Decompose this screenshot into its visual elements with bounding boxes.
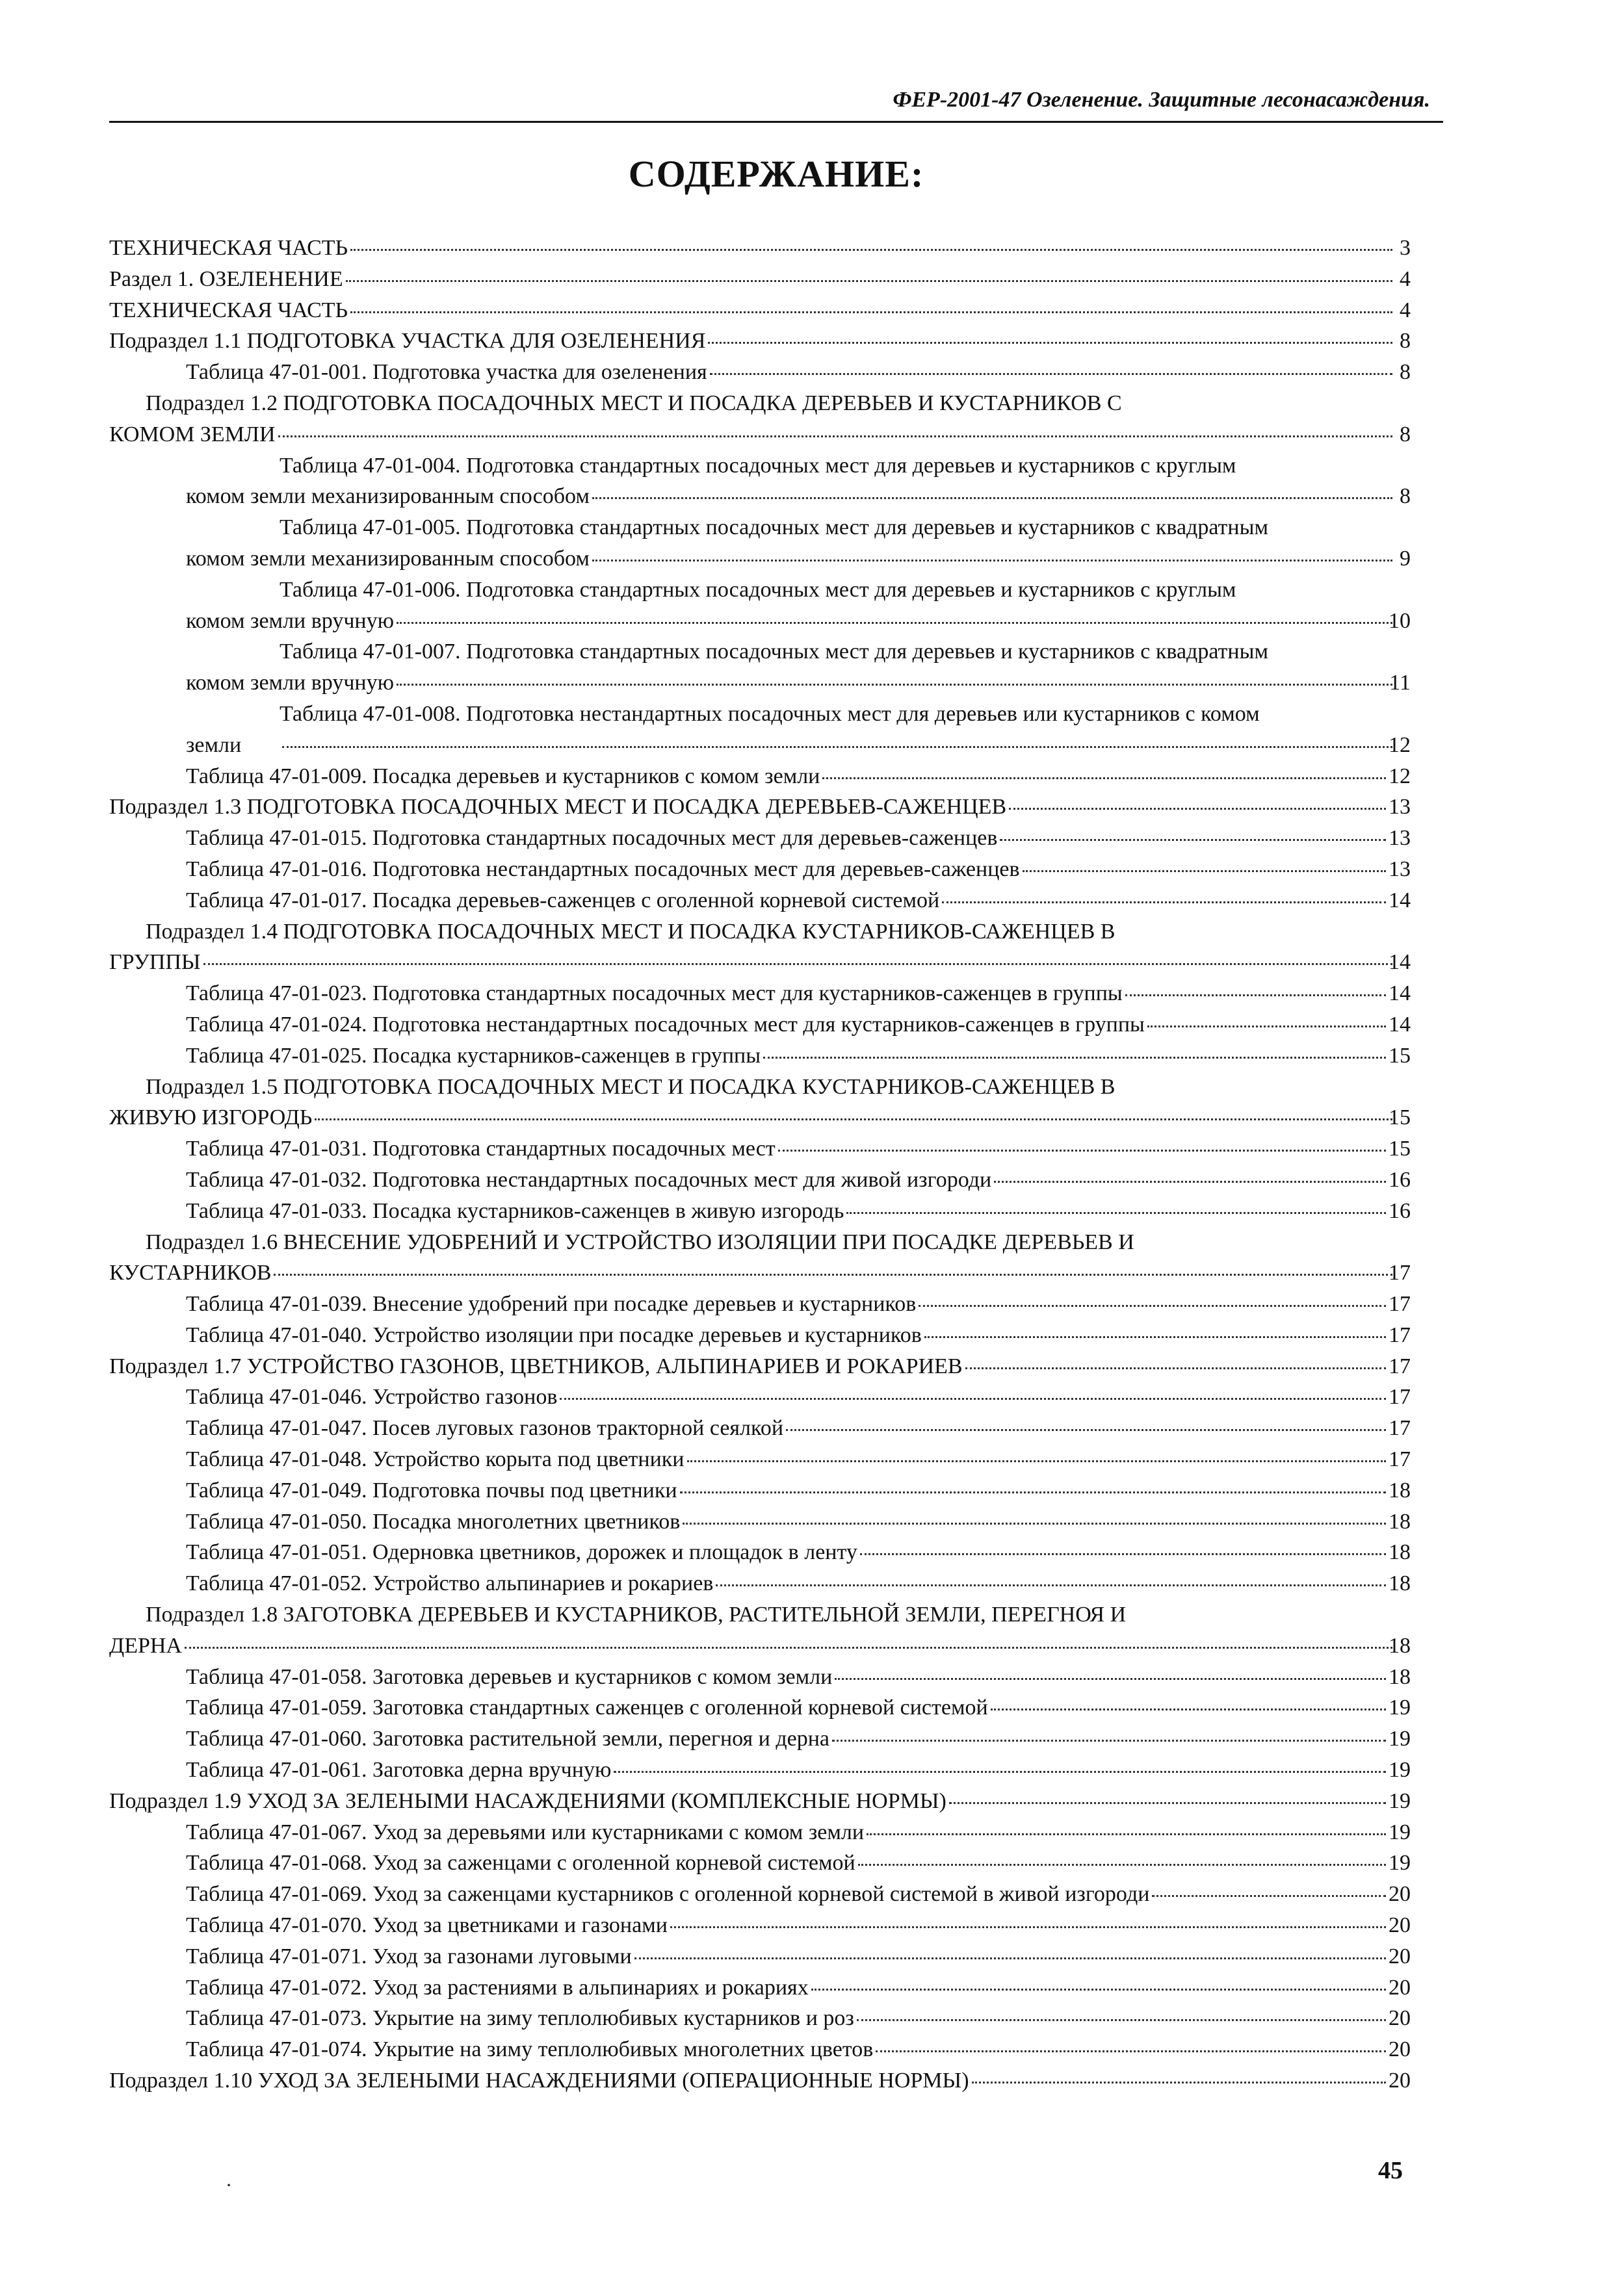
dot-leader [949,1802,1386,1804]
toc-page-number: 3 [1400,236,1411,260]
toc-page-number: 14 [1389,981,1411,1006]
toc-entry-title: Таблица 47-01-071. Уход за газонами луговыми [186,1944,632,1968]
toc-entry-continuation: ЖИВУЮ ИЗГОРОДЬ [109,1105,313,1130]
toc-leader-row [186,1879,1411,1910]
toc-leader-row [186,1662,1411,1693]
toc-table-entry[interactable] [109,1723,1411,1755]
dot-leader [716,1584,1386,1586]
toc-page-number: 4 [1400,298,1411,322]
toc-page-number: 17 [1389,1292,1411,1317]
toc-leader-row [109,947,1411,978]
dot-leader [991,1709,1386,1710]
dot-leader [1009,808,1386,810]
toc-entry-title: Таблица 47-01-040. Устройство изоляции при посадке деревьев и кустарников [186,1322,922,1347]
toc-entry-title: Подраздел 1.3 ПОДГОТОВКА ПОСАДОЧНЫХ МЕСТ И ПОСАДКА ДЕРЕВЬЕВ-САЖЕНЦЕВ [109,795,1007,819]
toc-entry-title: Таблица 47-01-074. Укрытие на зиму теплолюбивых многолетних цветов [186,2037,874,2062]
toc-page-number: 20 [1389,1944,1411,1968]
toc-entry-title: Таблица 47-01-073. Укрытие на зиму теплолюбивых кустарников и роз [186,2006,854,2031]
dot-leader [592,497,1392,499]
toc-page-number: 12 [1389,732,1411,757]
toc-table-entry[interactable] [109,1133,1411,1165]
dot-leader [203,963,1392,965]
toc-entry-title: Таблица 47-01-024. Подготовка нестандартных посадочных мест для кустарников-саженцев в группы [186,1012,1145,1037]
toc-page-number: 10 [1389,608,1411,633]
toc-leader-row [186,543,1411,574]
toc-leader-row [186,1413,1411,1444]
toc-entry-continuation: КОМОМ ЗЕМЛИ [109,422,276,446]
dot-leader [397,622,1392,624]
toc-section-entry[interactable] [109,792,1411,823]
toc-table-entry[interactable] [109,1568,1411,1599]
toc-entry-title: Таблица 47-01-049. Подготовка почвы под цветники [186,1478,677,1503]
toc-leader-row [186,1910,1411,1941]
dot-leader [397,684,1392,686]
toc-page-number: 14 [1389,950,1411,975]
toc-leader-row [186,854,1411,885]
dot-leader [994,1181,1386,1183]
dot-leader [670,1926,1386,1928]
header-rule [109,121,1443,123]
toc-section-entry[interactable] [109,1786,1411,1817]
dot-leader [282,746,1392,748]
toc-page-number: 17 [1389,1385,1411,1410]
toc-leader-row [186,1320,1411,1351]
toc-leader-row [186,1444,1411,1475]
toc-entry-continuation: комом земли механизированным способом [186,546,590,571]
toc-page-number: 19 [1389,1851,1411,1876]
toc-entry-title: ТЕХНИЧЕСКАЯ ЧАСТЬ [109,298,348,322]
toc-leader-row [186,1817,1411,1848]
toc-table-entry[interactable] [109,699,1411,761]
toc-section-entry[interactable] [109,1072,1411,1134]
toc-leader-row [186,1382,1411,1413]
toc-entry-title: Таблица 47-01-025. Посадка кустарников-саженцев в группы [186,1043,761,1068]
toc-entry-continuation: комом земли вручную [186,608,395,633]
toc-page-number: 20 [1389,2069,1411,2093]
dot-leader [315,1118,1392,1120]
toc-leader-row [186,1009,1411,1040]
toc-leader-row [109,326,1411,357]
toc-table-entry[interactable] [109,1475,1411,1506]
toc-leader-row [186,357,1411,388]
toc-leader-row [186,978,1411,1009]
toc-table-entry[interactable] [109,1444,1411,1475]
toc-page-number: 17 [1389,1322,1411,1347]
footer-mark: · [226,2174,232,2196]
toc-leader-row [109,419,1411,450]
toc-page-number: 17 [1389,1416,1411,1441]
dot-leader [592,560,1392,561]
page-number: 45 [1378,2157,1403,2184]
dot-leader [614,1771,1386,1773]
toc-entry-title: Таблица 47-01-023. Подготовка стандартных посадочных мест для кустарников-саженцев в группы [186,981,1123,1006]
toc-leader-row [186,481,1411,512]
toc-leader-row [109,792,1411,823]
dot-leader [832,1740,1386,1742]
toc-entry-title: Подраздел 1.9 УХОД ЗА ЗЕЛЕНЫМИ НАСАЖДЕНИЯМИ (КОМПЛЕКСНЫЕ НОРМЫ) [109,1788,946,1813]
dot-leader [1152,1895,1386,1897]
toc-entry-title: Таблица 47-01-052. Устройство альпинариев и рокариев [186,1571,714,1596]
toc-table-entry[interactable] [109,2003,1411,2034]
toc-entry-title: Подраздел 1.5 ПОДГОТОВКА ПОСАДОЧНЫХ МЕСТ И ПОСАДКА КУСТАРНИКОВ-САЖЕНЦЕВ В [146,1074,1116,1099]
toc-page-number: 16 [1389,1198,1411,1223]
toc-page-number: 18 [1389,1633,1411,1658]
toc-entry-title: Подраздел 1.7 УСТРОЙСТВО ГАЗОНОВ, ЦВЕТНИКОВ, АЛЬПИНАРИЕВ И РОКАРИЕВ [109,1354,963,1378]
toc-leader-row [186,1972,1411,2004]
toc-leader-row [186,2034,1411,2065]
toc-entry-title: Таблица 47-01-016. Подготовка нестандартных посадочных мест для деревьев-саженцев [186,857,1020,881]
toc-entry-title: Таблица 47-01-061. Заготовка дерна вручную [186,1758,612,1783]
toc-page-number: 15 [1389,1137,1411,1161]
dot-leader [778,1150,1386,1152]
dot-leader [846,1212,1386,1214]
toc-table-entry[interactable] [109,1413,1411,1444]
toc-entry-title: Таблица 47-01-059. Заготовка стандартных саженцев с оголенной корневой системой [186,1696,988,1720]
toc-leader-row [186,1506,1411,1538]
toc-entry-title: Таблица 47-01-072. Уход за растениями в альпинариях и рокариях [186,1975,809,2000]
toc-leader-row [186,1289,1411,1320]
toc-page-number: 18 [1389,1571,1411,1596]
toc-page-number: 19 [1389,1758,1411,1783]
toc-entry-title: Подраздел 1.6 ВНЕСЕНИЕ УДОБРЕНИЙ И УСТРОЙСТВО ИЗОЛЯЦИИ ПРИ ПОСАДКЕ ДЕРЕВЬЕВ И [146,1230,1134,1254]
toc-table-entry[interactable] [109,1289,1411,1320]
toc-page-number: 8 [1400,484,1411,509]
toc-entry-continuation: КУСТАРНИКОВ [109,1261,272,1285]
dot-leader [680,1491,1386,1493]
toc-entry-title: ТЕХНИЧЕСКАЯ ЧАСТЬ [109,236,348,260]
toc-leader-row [186,1941,1411,1972]
toc-entry-title: Подраздел 1.4 ПОДГОТОВКА ПОСАДОЧНЫХ МЕСТ И ПОСАДКА КУСТАРНИКОВ-САЖЕНЦЕВ В [146,919,1116,944]
dot-leader [350,311,1392,313]
toc-leader-row [186,606,1411,637]
toc-leader-row [186,1568,1411,1599]
toc-page-number: 4 [1400,266,1411,291]
toc-entry-title: Таблица 47-01-031. Подготовка стандартных посадочных мест [186,1137,776,1161]
toc-table-entry[interactable] [109,1692,1411,1723]
toc-page-number: 18 [1389,1664,1411,1689]
toc-entry-title: Таблица 47-01-006. Подготовка стандартных посадочных мест для деревьев и кустарников с круглым [280,577,1236,602]
toc-leader-row [186,1040,1411,1072]
dot-leader [1147,1025,1386,1027]
dot-leader [811,1989,1386,1991]
dot-leader [1000,839,1386,841]
toc-section-entry[interactable] [109,326,1411,357]
toc-table-entry[interactable] [109,1879,1411,1910]
toc-entry-title: Подраздел 1.2 ПОДГОТОВКА ПОСАДОЧНЫХ МЕСТ И ПОСАДКА ДЕРЕВЬЕВ И КУСТАРНИКОВ С [146,391,1122,415]
toc-page-number: 19 [1389,1820,1411,1844]
toc-table-entry[interactable] [109,1165,1411,1196]
toc-entry-title: Таблица 47-01-046. Устройство газонов [186,1385,558,1410]
toc-table-entry[interactable] [109,636,1411,699]
toc-table-entry[interactable] [109,2034,1411,2065]
toc-table-entry[interactable] [109,1910,1411,1941]
toc-leader-row [186,1475,1411,1506]
toc-page-number: 17 [1389,1261,1411,1285]
toc-table-entry[interactable] [109,761,1411,792]
toc-page-number: 19 [1389,1788,1411,1813]
toc-table-entry[interactable] [109,1506,1411,1538]
toc-leader-row [186,1196,1411,1227]
toc-entry-title: Таблица 47-01-069. Уход за саженцами кустарников с оголенной корневой системой в живой изгороди [186,1882,1150,1907]
toc-page-number: 20 [1389,1913,1411,1938]
toc-entry-title: Подраздел 1.8 ЗАГОТОВКА ДЕРЕВЬЕВ И КУСТАРНИКОВ, РАСТИТЕЛЬНОЙ ЗЕМЛИ, ПЕРЕГНОЯ И [146,1603,1127,1627]
toc-entry-title: Таблица 47-01-009. Посадка деревьев и кустарников с комом земли [186,764,820,788]
toc-page-number: 19 [1389,1696,1411,1720]
toc-page-number: 17 [1389,1354,1411,1378]
toc-entry-title: Таблица 47-01-033. Посадка кустарников-саженцев в живую изгородь [186,1198,844,1223]
dot-leader [876,2050,1386,2052]
toc-table-entry[interactable] [109,1382,1411,1413]
toc-leader-row [109,1102,1411,1133]
toc-leader-row [109,1258,1411,1289]
toc-table-entry[interactable] [109,1009,1411,1040]
toc-leader-row [186,1692,1411,1723]
toc-entry-title: Таблица 47-01-015. Подготовка стандартных посадочных мест для деревьев-саженцев [186,826,998,851]
dot-leader [710,373,1392,375]
toc-entry-title: Таблица 47-01-039. Внесение удобрений при посадке деревьев и кустарников [186,1292,917,1317]
toc-table-entry[interactable] [109,450,1411,513]
toc-section-entry[interactable] [109,916,1411,979]
toc-entry-title: Таблица 47-01-004. Подготовка стандартных посадочных мест для деревьев и кустарников с круглым [280,453,1236,478]
toc-leader-row [186,1537,1411,1568]
toc-entry-title: Подраздел 1.1 ПОДГОТОВКА УЧАСТКА ДЛЯ ОЗЕЛЕНЕНИЯ [109,329,706,354]
toc-leader-row [109,2065,1411,2096]
toc-table-entry[interactable] [109,1320,1411,1351]
toc-section-entry[interactable] [109,388,1411,450]
toc-table-entry[interactable] [109,1662,1411,1693]
toc-entry-title: Таблица 47-01-047. Посев луговых газонов тракторной сеялкой [186,1416,784,1441]
toc-leader-row [186,1133,1411,1165]
dot-leader [1125,994,1386,996]
dot-leader [274,1274,1392,1276]
dot-leader [857,2019,1386,2021]
toc-leader-row [109,295,1411,326]
toc-leader-row [186,1723,1411,1755]
toc-page-number: 16 [1389,1167,1411,1192]
toc-table-entry[interactable] [109,885,1411,916]
toc-page-number: 20 [1389,1882,1411,1907]
table-of-contents [109,233,1411,2096]
toc-leader-row [186,1755,1411,1786]
dot-leader [683,1523,1386,1525]
dot-leader [924,1336,1386,1338]
toc-page-number: 13 [1389,857,1411,881]
toc-page-number: 13 [1389,795,1411,819]
toc-entry-title: Таблица 47-01-005. Подготовка стандартных посадочных мест для деревьев и кустарников с квадратным [280,515,1268,540]
dot-leader [786,1429,1386,1431]
dot-leader [708,342,1392,344]
toc-table-entry[interactable] [109,1972,1411,2004]
toc-leader-row [186,1165,1411,1196]
toc-leader-row [186,2003,1411,2034]
dot-leader [942,901,1386,903]
toc-table-entry[interactable] [109,1817,1411,1848]
toc-table-entry[interactable] [109,1537,1411,1568]
toc-page-number: 18 [1389,1509,1411,1534]
toc-entry-title: Таблица 47-01-017. Посадка деревьев-саженцев с оголенной корневой системой [186,888,940,912]
toc-page-number: 14 [1389,888,1411,912]
toc-entry-title: Таблица 47-01-068. Уход за саженцами с оголенной корневой системой [186,1851,855,1876]
toc-table-entry[interactable] [109,1941,1411,1972]
toc-table-entry[interactable] [109,1196,1411,1227]
toc-leader-row [186,761,1411,792]
dot-leader [965,1367,1386,1369]
toc-page-number: 18 [1389,1540,1411,1565]
dot-leader [346,280,1392,282]
toc-page-number: 17 [1389,1447,1411,1472]
dot-leader [919,1305,1386,1307]
dot-leader [822,777,1386,779]
toc-page-number: 13 [1389,826,1411,851]
dot-leader [860,1553,1386,1555]
toc-leader-row [109,1351,1411,1382]
toc-page-number: 12 [1389,764,1411,788]
dot-leader [185,1647,1392,1649]
toc-entry-title: Таблица 47-01-001. Подготовка участка для озеленения [186,360,707,385]
dot-leader [634,1957,1386,1959]
toc-entry-title: Таблица 47-01-067. Уход за деревьями или кустарниками с комом земли [186,1820,865,1844]
dot-leader [835,1678,1386,1680]
toc-page-number: 9 [1400,546,1411,571]
toc-table-entry[interactable] [109,1040,1411,1072]
toc-leader-row [186,823,1411,854]
toc-table-entry[interactable] [109,574,1411,637]
toc-page-number: 15 [1389,1105,1411,1130]
dot-leader [350,249,1392,251]
toc-page-number: 19 [1389,1727,1411,1751]
dot-leader [687,1460,1387,1462]
toc-entry-continuation: ГРУППЫ [109,950,201,975]
toc-leader-row [109,1786,1411,1817]
toc-table-entry[interactable] [109,512,1411,574]
toc-entry-title: Таблица 47-01-007. Подготовка стандартных посадочных мест для деревьев и кустарников с квадратным [280,639,1268,664]
toc-leader-row [186,667,1411,699]
toc-section-entry[interactable] [109,233,1411,264]
toc-table-entry[interactable] [109,357,1411,388]
toc-table-entry[interactable] [109,823,1411,854]
toc-page-number: 20 [1389,1975,1411,2000]
toc-page-number: 8 [1400,329,1411,354]
toc-entry-title: Таблица 47-01-048. Устройство корыта под цветники [186,1447,685,1472]
dot-leader [858,1864,1386,1866]
toc-section-entry[interactable] [109,1599,1411,1662]
toc-section-entry[interactable] [109,2065,1411,2096]
toc-page-number: 8 [1400,360,1411,385]
toc-page-number: 14 [1389,1012,1411,1037]
dot-leader [763,1057,1386,1059]
toc-page-number: 11 [1389,671,1411,695]
dot-leader [560,1398,1386,1400]
toc-entry-title: Таблица 47-01-032. Подготовка нестандартных посадочных мест для живой изгороди [186,1167,992,1192]
toc-entry-title: Раздел 1. ОЗЕЛЕНЕНИЕ [109,266,343,291]
dot-leader [867,1833,1386,1835]
toc-page-number: 20 [1389,2037,1411,2062]
running-header: ФЕР-2001-47 Озеленение. Защитные лесонасаждения. [893,88,1430,112]
toc-leader-row: земли 12 [280,730,1411,761]
toc-leader-row [186,885,1411,916]
toc-leader-row [109,1631,1411,1662]
dot-leader [278,435,1392,437]
toc-section-entry[interactable] [109,1351,1411,1382]
toc-leader-row [109,233,1411,264]
toc-table-entry[interactable] [109,1848,1411,1879]
toc-entry-continuation: ДЕРНА [109,1633,182,1658]
toc-entry-continuation: комом земли механизированным способом [186,484,590,509]
toc-page-number: 18 [1389,1478,1411,1503]
toc-section-entry[interactable] [109,1227,1411,1289]
toc-leader-row [109,264,1411,295]
toc-entry-title: Таблица 47-01-008. Подготовка нестандартных посадочных мест для деревьев или кустарников с комом [280,701,1260,726]
toc-page-number: 8 [1400,422,1411,446]
toc-page-number: 15 [1389,1043,1411,1068]
toc-table-entry[interactable] [109,1755,1411,1786]
toc-table-entry[interactable] [109,854,1411,885]
toc-section-entry[interactable] [109,295,1411,326]
toc-entry-title: Таблица 47-01-058. Заготовка деревьев и кустарников с комом земли [186,1664,833,1689]
toc-page-number: 20 [1389,2006,1411,2031]
toc-entry-title: Подраздел 1.10 УХОД ЗА ЗЕЛЕНЫМИ НАСАЖДЕНИЯМИ (ОПЕРАЦИОННЫЕ НОРМЫ) [109,2069,969,2093]
toc-entry-title: Таблица 47-01-050. Посадка многолетних цветников [186,1509,681,1534]
page-title: СОДЕРЖАНИЕ: [628,153,924,195]
toc-leader-row [186,1848,1411,1879]
toc-entry-title: Таблица 47-01-051. Одерновка цветников, дорожек и площадок в ленту [186,1540,857,1565]
toc-entry-continuation: комом земли вручную [186,671,395,695]
toc-entry-title: Таблица 47-01-060. Заготовка растительной земли, перегноя и дерна [186,1727,830,1751]
toc-entry-title: Таблица 47-01-070. Уход за цветниками и газонами [186,1913,668,1938]
toc-section-entry[interactable] [109,264,1411,295]
dot-leader [1023,870,1386,872]
toc-table-entry[interactable] [109,978,1411,1009]
dot-leader [972,2082,1386,2083]
